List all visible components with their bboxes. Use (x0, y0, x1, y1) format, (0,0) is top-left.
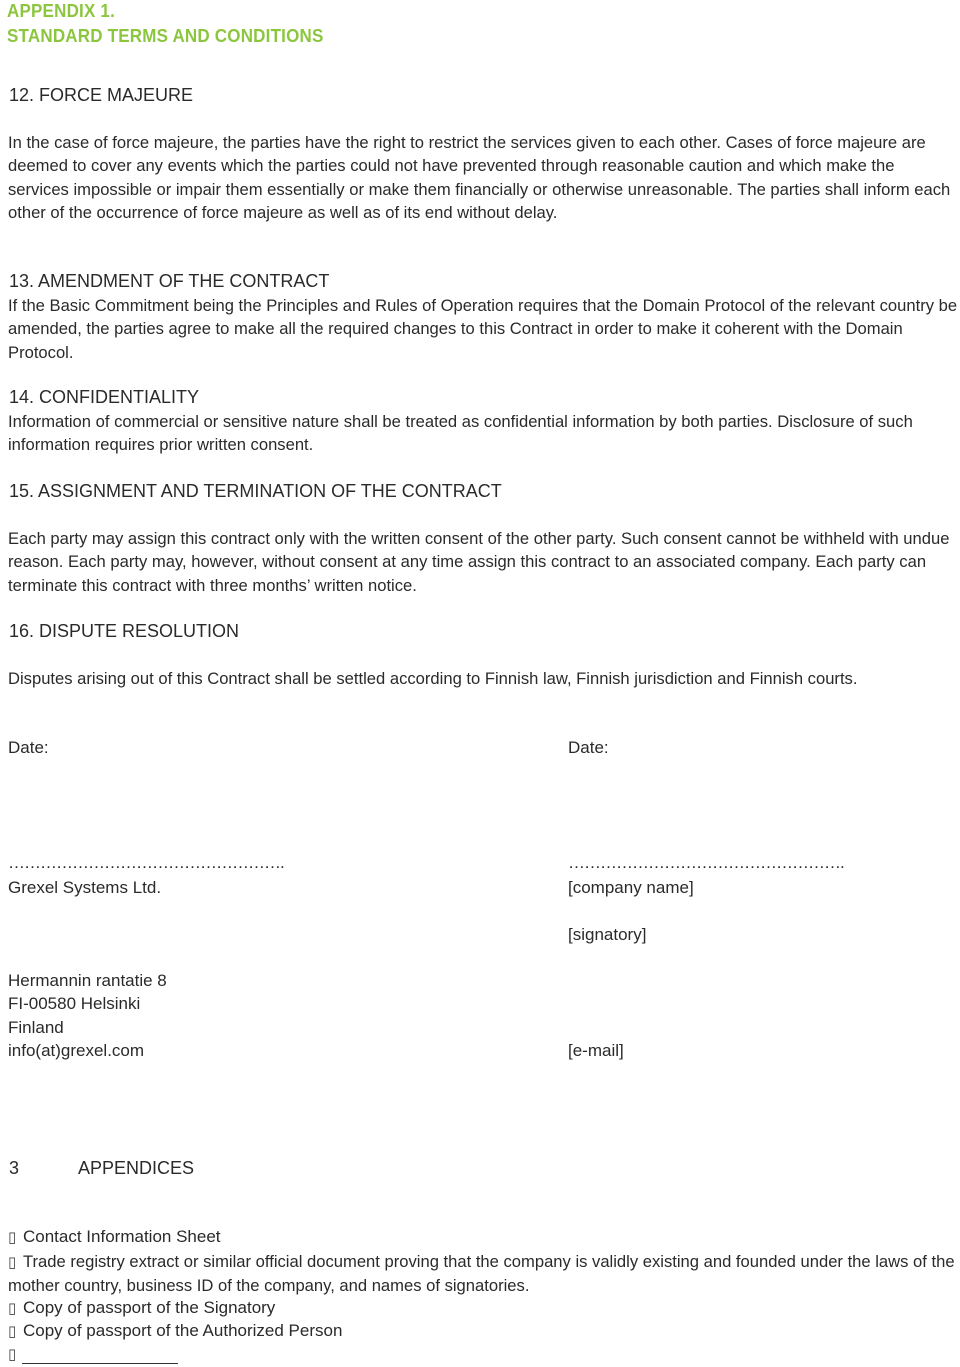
appendix-item-label: Copy of passport of the Authorized Person (23, 1321, 343, 1340)
section-12-heading: 12. FORCE MAJEURE (9, 85, 194, 105)
left-date-label: Date: (8, 738, 49, 757)
checkbox-icon: ▯ (8, 1254, 17, 1271)
checkbox-icon: ▯ (8, 1323, 17, 1340)
blank-fill-line (22, 1363, 178, 1364)
left-signature-line: ……………………………………………. (8, 853, 284, 872)
section-13-heading: 13. AMENDMENT OF THE CONTRACT (9, 271, 330, 291)
right-signatory: [signatory] (568, 925, 647, 944)
section-15-heading: 15. ASSIGNMENT AND TERMINATION OF THE CONTRACT (9, 481, 502, 501)
appendix-item (8, 1250, 960, 1298)
appendices-number: 3 (9, 1158, 20, 1178)
checkbox-icon: ▯ (8, 1300, 17, 1317)
section-12-body: In the case of force majeure, the parties have the right to restrict the services given to each other. Cases of force majeure are deemed to cover any events which the parties could not have prevented through reasonable caution and which make the services impossible or impair them essentially or make them financially or otherwise unreasonable. The parties shall inform each other of the occurrence of force majeure as well as of its end without delay. (8, 133, 951, 223)
appendix-item (8, 1227, 221, 1247)
appendix-title: APPENDIX 1. (7, 1, 116, 22)
appendix-item (8, 1321, 342, 1341)
appendix-item-label: Contact Information Sheet (23, 1227, 221, 1246)
left-address-city: FI-00580 Helsinki (8, 994, 141, 1013)
document-title: STANDARD TERMS AND CONDITIONS (7, 26, 324, 47)
appendices-heading: APPENDICES (78, 1158, 195, 1178)
appendix-item-label: Trade registry extract or similar official document proving that the company is validly existing and founded under the laws of the mother country, business ID of the company, and names of signatories. (8, 1252, 955, 1296)
left-company-name: Grexel Systems Ltd. (8, 878, 162, 897)
section-14-heading: 14. CONFIDENTIALITY (9, 387, 200, 407)
left-address-country: Finland (8, 1018, 64, 1037)
right-company-name: [company name] (568, 878, 694, 897)
left-address-street: Hermannin rantatie 8 (8, 971, 167, 990)
right-email: [e-mail] (568, 1041, 624, 1060)
right-signature-line: ……………………………………………. (568, 853, 844, 872)
appendix-item (8, 1298, 275, 1318)
section-16-body: Disputes arising out of this Contract shall be settled according to Finnish law, Finnish jurisdiction and Finnish courts. (8, 669, 858, 688)
section-16-heading: 16. DISPUTE RESOLUTION (9, 621, 240, 641)
section-13-body: If the Basic Commitment being the Principles and Rules of Operation requires that the Domain Protocol of the relevant country be amended, the parties agree to make all the required changes to this Contract in order to make it coherent with the Domain Protocol. (8, 296, 958, 362)
section-15-body: Each party may assign this contract only with the written consent of the other party. Such consent cannot be withheld with undue reason. Each party may, however, without consent at any time assign this contract to an associated company. Each party can terminate this contract with three months’ written notice. (8, 529, 950, 595)
appendix-item-label: Copy of passport of the Signatory (23, 1298, 276, 1317)
left-email: info(at)grexel.com (8, 1041, 145, 1060)
right-date-label: Date: (568, 738, 609, 757)
checkbox-icon: ▯ (8, 1346, 17, 1363)
section-14-body: Information of commercial or sensitive nature shall be treated as confidential information by both parties. Disclosure of such information requires prior written consent. (8, 412, 913, 455)
checkbox-icon: ▯ (8, 1229, 17, 1246)
appendix-item-blank (8, 1344, 23, 1364)
